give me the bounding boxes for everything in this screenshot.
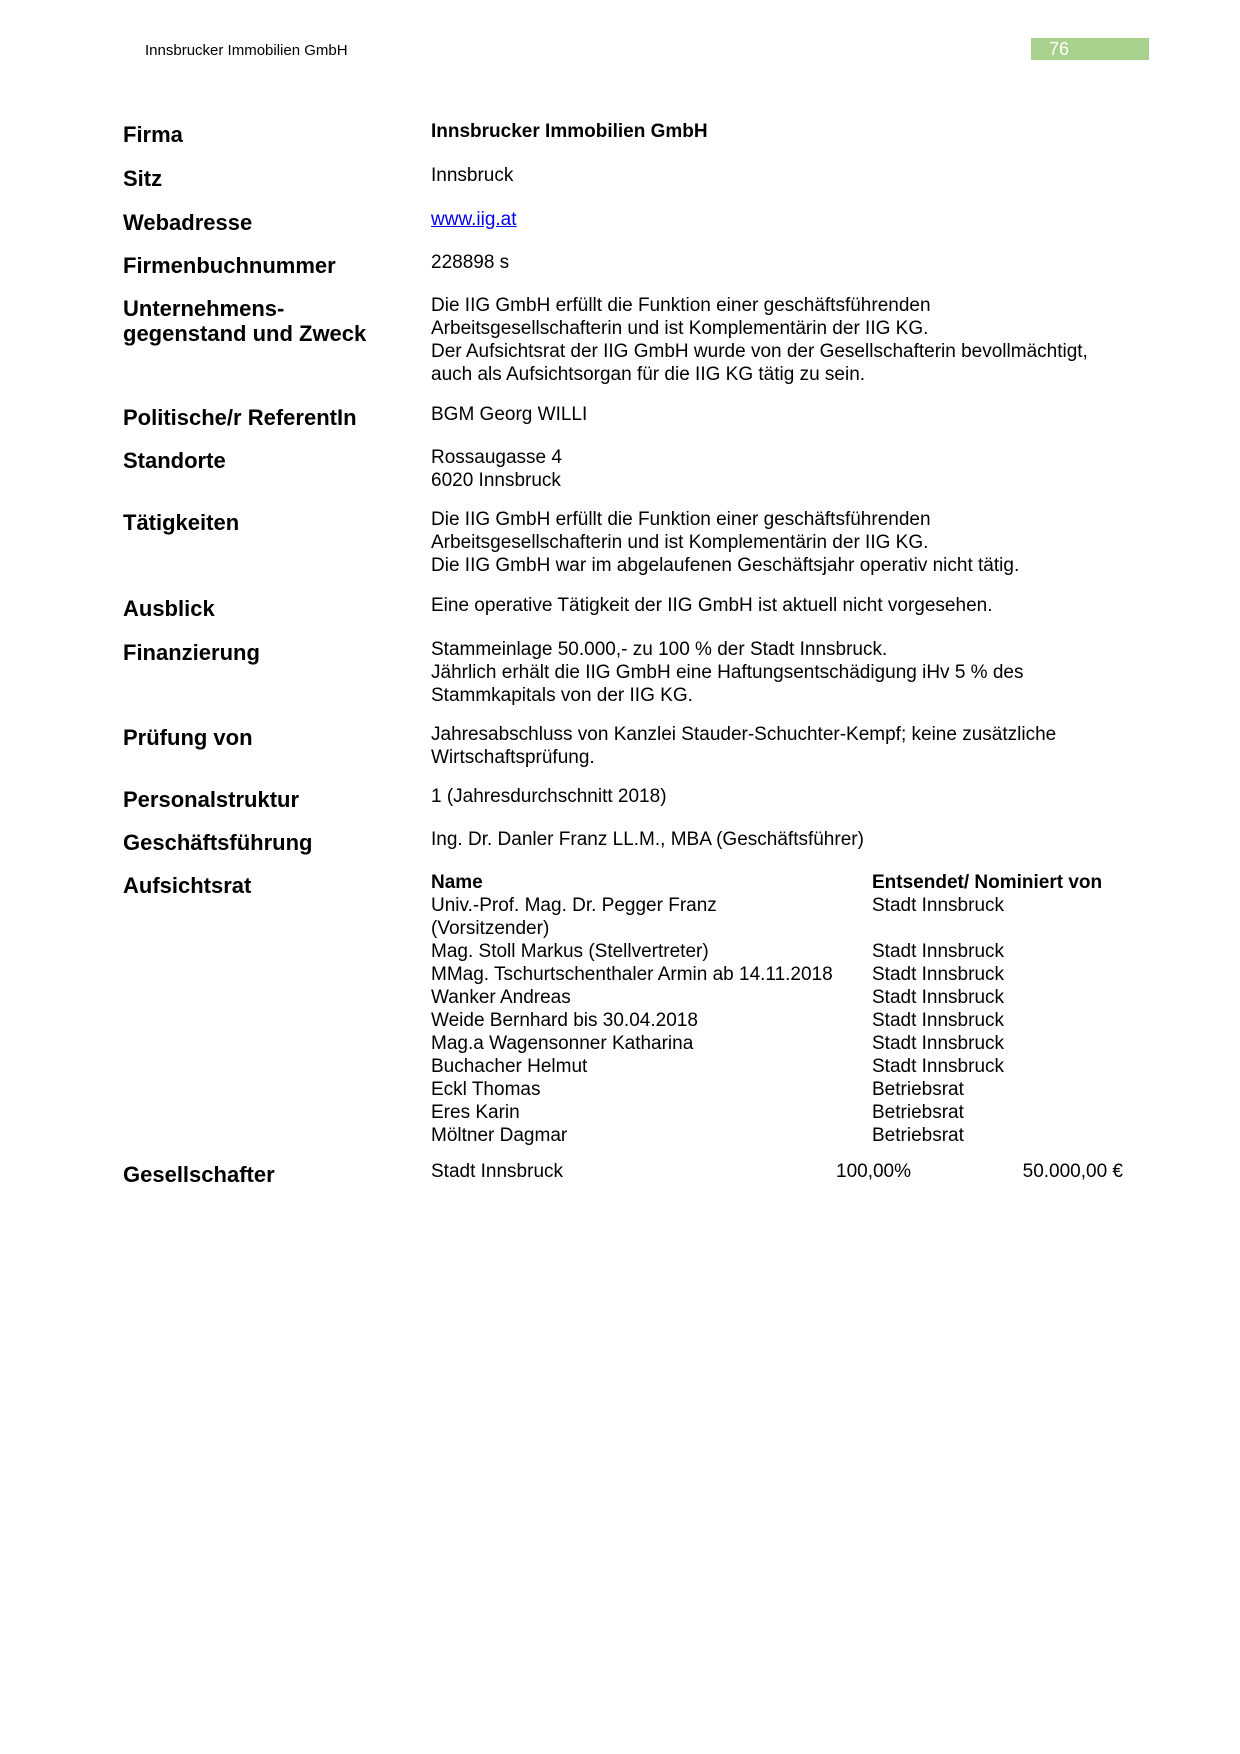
column-header-name: Name xyxy=(431,872,483,893)
label-unternehmensgegenstand: Unternehmens- gegenstand und Zweck xyxy=(123,296,367,346)
member-org: Stadt Innsbruck xyxy=(872,1056,1005,1077)
member-name: Wanker Andreas xyxy=(431,987,571,1008)
member-name: Eres Karin xyxy=(431,1102,520,1123)
label-webadresse: Webadresse xyxy=(123,210,253,235)
value-firmenbuchnummer: 228898 s xyxy=(431,252,510,273)
member-org: Betriebsrat xyxy=(872,1102,964,1123)
aufsichtsrat-name-column xyxy=(431,871,871,1147)
value-firma: Innsbrucker Immobilien GmbH xyxy=(431,121,708,142)
member-org-spacer xyxy=(872,917,1152,940)
value-geschaeftsfuehrung: Ing. Dr. Danler Franz LL.M., MBA (Geschäftsführer) xyxy=(431,829,864,850)
value-personalstruktur: 1 (Jahresdurchschnitt 2018) xyxy=(431,786,667,807)
member-name: Mag.a Wagensonner Katharina xyxy=(431,1033,694,1054)
value-finanzierung: Stammeinlage 50.000,- zu 100 % der Stadt Innsbruck. Jährlich erhält die IIG GmbH eine Haftungsentschädigung iHv 5 % des Stammkapitals von der IIG KG. xyxy=(431,639,1024,706)
member-org: Stadt Innsbruck xyxy=(872,987,1005,1008)
member-name: Weide Bernhard bis 30.04.2018 xyxy=(431,1010,698,1031)
member-name: Eckl Thomas xyxy=(431,1079,541,1100)
page-number-badge: 76 xyxy=(1031,38,1149,60)
member-org: Stadt Innsbruck xyxy=(872,1010,1005,1031)
member-name: MMag. Tschurtschenthaler Armin ab 14.11.2018 xyxy=(431,964,833,985)
label-standorte: Standorte xyxy=(123,448,226,473)
value-taetigkeiten: Die IIG GmbH erfüllt die Funktion einer geschäftsführenden Arbeitsgesellschafterin und ist Komplementärin der IIG KG. Die IIG GmbH war im abgelaufenen Geschäftsjahr operativ nicht tätig. xyxy=(431,509,1020,576)
label-firmenbuchnummer: Firmenbuchnummer xyxy=(123,253,336,278)
label-taetigkeiten: Tätigkeiten xyxy=(123,510,240,535)
column-header-org: Entsendet/ Nominiert von xyxy=(872,872,1103,893)
label-geschaeftsfuehrung: Geschäftsführung xyxy=(123,830,313,855)
label-finanzierung: Finanzierung xyxy=(123,640,260,665)
aufsichtsrat-org-column xyxy=(872,871,1152,1147)
value-referentin: BGM Georg WILLI xyxy=(431,404,588,425)
member-org: Stadt Innsbruck xyxy=(872,895,1005,916)
label-referentin: Politische/r ReferentIn xyxy=(123,405,357,430)
gesellschafter-amount: 50.000,00 € xyxy=(1022,1161,1123,1182)
website-link[interactable]: www.iig.at xyxy=(431,209,517,230)
member-name: Mag. Stoll Markus (Stellvertreter) xyxy=(431,941,709,962)
label-sitz: Sitz xyxy=(123,166,163,191)
member-name: (Vorsitzender) xyxy=(431,918,550,939)
value-pruefung: Jahresabschluss von Kanzlei Stauder-Schuchter-Kempf; keine zusätzliche Wirtschaftsprüfung. xyxy=(431,724,1057,768)
value-sitz: Innsbruck xyxy=(431,165,514,186)
member-org: Stadt Innsbruck xyxy=(872,964,1005,985)
label-ausblick: Ausblick xyxy=(123,596,215,621)
label-gesellschafter: Gesellschafter xyxy=(123,1162,275,1187)
label-aufsichtsrat: Aufsichtsrat xyxy=(123,873,252,898)
document-header-title: Innsbrucker Immobilien GmbH xyxy=(145,42,348,59)
value-ausblick: Eine operative Tätigkeit der IIG GmbH ist aktuell nicht vorgesehen. xyxy=(431,595,993,616)
label-firma: Firma xyxy=(123,122,183,147)
label-personalstruktur: Personalstruktur xyxy=(123,787,300,812)
value-standorte: Rossaugasse 4 6020 Innsbruck xyxy=(431,447,562,491)
member-org: Betriebsrat xyxy=(872,1125,964,1146)
member-org: Betriebsrat xyxy=(872,1079,964,1100)
member-name: Univ.-Prof. Mag. Dr. Pegger Franz xyxy=(431,895,717,916)
label-pruefung: Prüfung von xyxy=(123,725,253,750)
value-unternehmensgegenstand: Die IIG GmbH erfüllt die Funktion einer geschäftsführenden Arbeitsgesellschafterin und ist Komplementärin der IIG KG. Der Aufsichtsrat der IIG GmbH wurde von der Gesellschafterin bevollmächtigt, auch als Aufsichtsorgan für die IIG KG tätig zu sein. xyxy=(431,295,1088,385)
member-name: Möltner Dagmar xyxy=(431,1125,568,1146)
gesellschafter-name: Stadt Innsbruck xyxy=(431,1161,564,1182)
member-name: Buchacher Helmut xyxy=(431,1056,588,1077)
member-org: Stadt Innsbruck xyxy=(872,1033,1005,1054)
member-org: Stadt Innsbruck xyxy=(872,941,1005,962)
gesellschafter-percent: 100,00% xyxy=(836,1161,912,1182)
